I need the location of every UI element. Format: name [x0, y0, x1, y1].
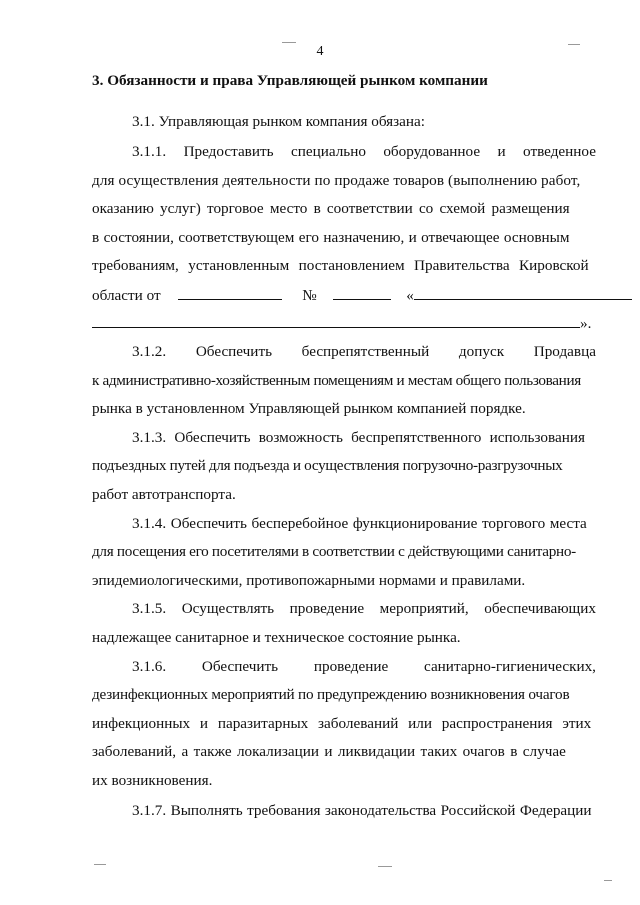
number-sign: № — [302, 287, 317, 304]
clause-3-1-2-line-1 — [132, 342, 596, 362]
clause-3-1-6-line-4: заболеваний, а также локализации и ликвидации таких очагов в случае — [92, 743, 566, 760]
scan-speck — [282, 42, 296, 43]
word: мероприятий, — [379, 600, 469, 617]
word: 3.1.2. — [132, 343, 167, 360]
word: Осуществлять — [181, 600, 275, 617]
word: специально — [290, 143, 366, 160]
clause-3-1-1-line-4: в состоянии, соответствующем его назначению, и отвечающее основным — [92, 229, 570, 246]
word: Предоставить — [183, 143, 274, 160]
clause-3-1-1-line-2: для осуществления деятельности по продаже товаров (выполнению работ, — [92, 172, 581, 189]
date-blank — [178, 285, 282, 300]
word: допуск — [458, 343, 505, 360]
clause-3-1-1-line-1 — [132, 142, 596, 162]
clause-3-1-1-line-7 — [92, 313, 596, 334]
word: обеспечивающих — [484, 600, 596, 617]
word: и — [497, 143, 506, 160]
text-fragment: области от — [92, 287, 161, 304]
clause-3-1-6-line-5: их возникновения. — [92, 772, 213, 789]
number-blank — [333, 285, 391, 300]
clause-3-1: 3.1. Управляющая рынком компания обязана: — [132, 113, 425, 130]
open-quote: « — [406, 287, 414, 304]
clause-3-1-1-line-6 — [92, 285, 596, 306]
title-blank-continued — [92, 313, 580, 328]
page-number: 4 — [316, 44, 324, 59]
clause-3-1-4-line-3: эпидемиологическими, противопожарными нормами и правилами. — [92, 572, 526, 589]
section-title: 3. Обязанности и права Управляющей рынком компании — [92, 72, 488, 89]
word: 3.1.6. — [132, 658, 167, 675]
clause-3-1-6-line-2: дезинфекционных мероприятий по предупреждению возникновения очагов — [92, 686, 570, 703]
word: оборудованное — [383, 143, 481, 160]
clause-3-1-2-line-3: рынка в установленном Управляющей рынком компанией порядке. — [92, 400, 526, 417]
word: санитарно-гигиенических, — [424, 658, 596, 675]
clause-3-1-6-line-1 — [132, 657, 596, 677]
word: 3.1.5. — [132, 600, 167, 617]
clause-3-1-5-line-1 — [132, 599, 596, 619]
clause-3-1-3-line-3: работ автотранспорта. — [92, 486, 236, 503]
title-blank — [414, 285, 632, 300]
close-quote: ». — [580, 315, 592, 332]
word: Обеспечить — [195, 343, 273, 360]
clause-3-1-1-line-3: оказанию услуг) торговое место в соответствии со схемой размещения — [92, 200, 570, 217]
clause-3-1-4-line-1: 3.1.4. Обеспечить бесперебойное функционирование торгового места — [132, 515, 587, 532]
clause-3-1-2-line-2: к административно-хозяйственным помещениям и местам общего пользования — [92, 372, 581, 389]
scan-speck — [604, 880, 612, 881]
word: проведение — [289, 600, 365, 617]
scan-speck — [94, 864, 106, 865]
clause-3-1-7-line-1: 3.1.7. Выполнять требования законодательства Российской Федерации — [132, 802, 592, 819]
clause-3-1-4-line-2: для посещения его посетителями в соответствии с действующими санитарно- — [92, 543, 576, 560]
word: отведенное — [523, 143, 596, 160]
clause-3-1-3-line-1: 3.1.3. Обеспечить возможность беспрепятственного использования — [132, 429, 585, 446]
word: Обеспечить — [201, 658, 279, 675]
scan-speck — [378, 866, 392, 867]
word: 3.1.1. — [132, 143, 167, 160]
clause-3-1-5-line-2: надлежащее санитарное и техническое состояние рынка. — [92, 629, 461, 646]
word: Продавца — [533, 343, 596, 360]
word: беспрепятственный — [301, 343, 430, 360]
clause-3-1-1-line-5: требованиям, установленным постановлением Правительства Кировской — [92, 257, 589, 274]
clause-3-1-3-line-2: подъездных путей для подъезда и осуществления погрузочно-разгрузочных — [92, 457, 563, 474]
clause-3-1-6-line-3: инфекционных и паразитарных заболеваний или распространения этих — [92, 715, 592, 732]
word: проведение — [313, 658, 389, 675]
